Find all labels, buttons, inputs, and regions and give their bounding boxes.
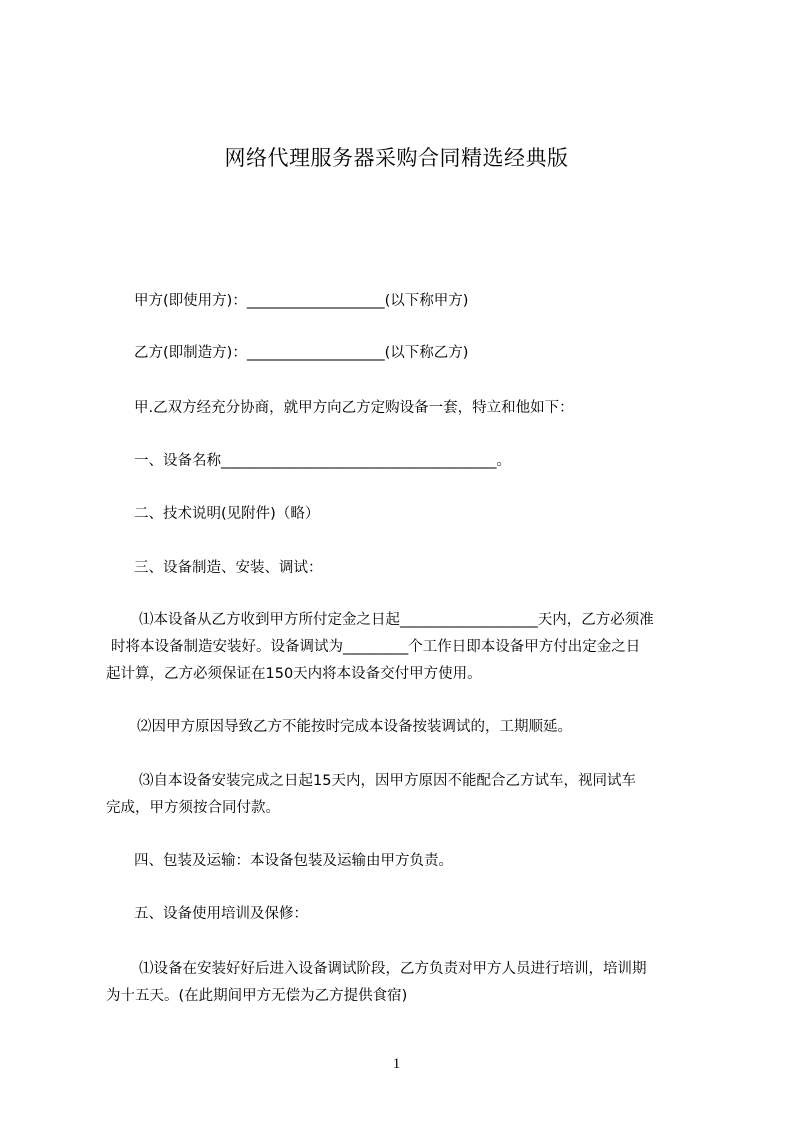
intro-paragraph: 甲.乙双方经充分协商，就甲方向乙方定购设备一套，特立和他如下： xyxy=(134,400,574,416)
clause-3-item-1-line-1: ⑴本设备从乙方收到甲方所付定金之日起___________________天内，乙方必须准 xyxy=(139,612,654,628)
clause-5-heading: 五、设备使用培训及保修： xyxy=(134,906,308,922)
clause-5-item-1-line-1: ⑴设备在安装好好后进入设备调试阶段，乙方负责对甲方人员进行培训，培训期 xyxy=(139,961,647,977)
clause-3-item-2: ⑵因甲方原因导致乙方不能按时完成本设备按装调试的，工期顺延。 xyxy=(137,719,572,735)
page-number: 1 xyxy=(392,1056,401,1072)
clause-3-item-1-line-2: 时将本设备制造安装好。设备调试为_________个工作日即本设备甲方付出定金之日 xyxy=(111,639,641,655)
document-title: 网络代理服务器采购合同精选经典版 xyxy=(224,146,569,170)
party-b-line: 乙方(即制造方)：___________________(以下称乙方) xyxy=(134,345,469,361)
clause-1-equipment-name: 一、设备名称______________________________________。 xyxy=(134,453,511,469)
clause-4-packaging: 四、包装及运输：本设备包装及运输由甲方负责。 xyxy=(134,853,453,869)
party-a-line: 甲方(即使用方)：___________________(以下称甲方) xyxy=(134,293,469,309)
clause-5-item-1-line-2: 为十五天。(在此期间甲方无偿为乙方提供食宿) xyxy=(106,988,408,1004)
clause-3-heading: 三、设备制造、安装、调试： xyxy=(134,560,323,576)
clause-3-item-1-line-3: 起计算，乙方必须保证在150天内将本设备交付甲方使用。 xyxy=(106,666,482,682)
clause-3-item-3-line-1: ⑶自本设备安装完成之日起15天内，因甲方原因不能配合乙方试车，视同试车 xyxy=(139,773,636,789)
clause-2-technical-description: 二、技术说明(见附件)（略） xyxy=(134,506,320,522)
clause-3-item-3-line-2: 完成，甲方须按合同付款。 xyxy=(106,800,280,816)
